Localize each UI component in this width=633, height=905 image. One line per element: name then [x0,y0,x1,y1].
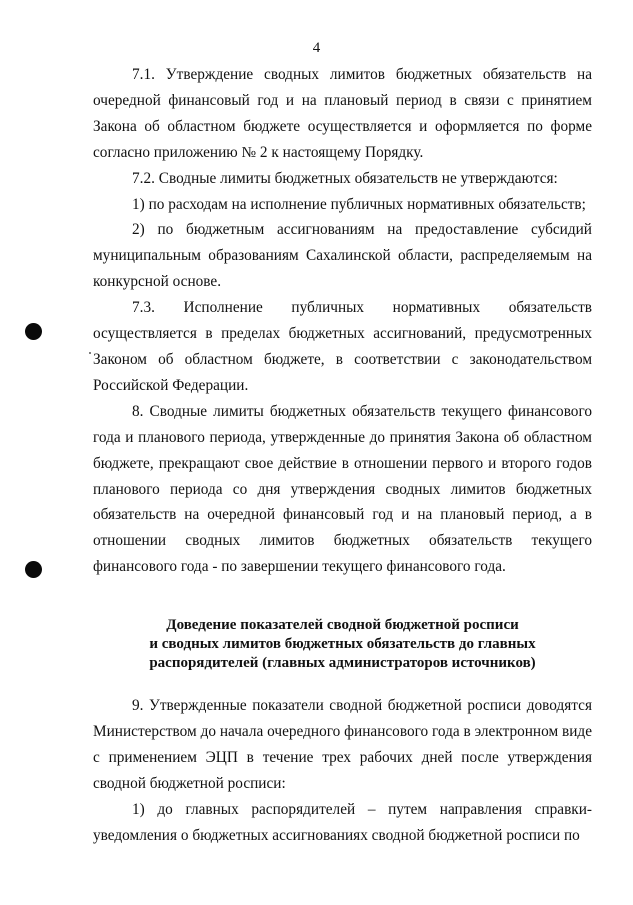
paragraph-7-2-item-2: 2) по бюджетным ассигнованиям на предоставление субсидий муниципальным образованиям Сахалинской области, распределяемым на конкурсной основе. [93,221,592,291]
binder-hole-bottom [25,561,42,578]
document-body [93,62,592,849]
section-heading-line: Доведение показателей сводной бюджетной росписи [166,617,519,634]
scan-speck [89,352,91,354]
section-heading-line: распорядителей (главных администраторов источников) [149,655,536,672]
paragraph-9: 9. Утвержденные показатели сводной бюджетной росписи доводятся Министерством до начала очередного финансового года в электронном виде с применением ЭЦП в течение трех рабочих дней после утверждения сводной бюджетной росписи: [93,697,592,792]
paragraph-7-2-item-1: 1) по расходам на исполнение публичных нормативных обязательств; [132,195,586,213]
binder-hole-top [25,323,42,340]
section-heading [93,616,592,673]
section-heading-line: и сводных лимитов бюджетных обязательств до главных [149,636,536,653]
paragraph-7-3: 7.3. Исполнение публичных нормативных обязательств осуществляется в пределах бюджетных ассигнований, предусмотренных Законом об областном бюджете, в соответствии с законодательством Российской Федерации. [93,299,592,394]
paragraph-7-1: 7.1. Утверждение сводных лимитов бюджетных обязательств на очередной финансовый год и на плановый период в связи с принятием Закона об областном бюджете осуществляется и оформляется по форме согласно приложению № 2 к настоящему Порядку. [93,66,592,161]
paragraph-9-item-1: 1) до главных распорядителей – путем направления справки-уведомления о бюджетных ассигнованиях сводной бюджетной росписи по [93,800,592,844]
page-number: 4 [312,40,321,56]
paragraph-7-2: 7.2. Сводные лимиты бюджетных обязательств не утверждаются: [132,169,558,187]
paragraph-8: 8. Сводные лимиты бюджетных обязательств текущего финансового года и планового периода, утвержденные до принятия Закона об областном бюджете, прекращают свое действие в отношении первого и второго годов планового периода со дня утверждения сводных лимитов бюджетных обязательств на очередной финансовый год и на плановый период, а в отношении сводных лимитов бюджетных обязательств текущего финансового года - по завершении текущего финансового года. [93,402,592,576]
